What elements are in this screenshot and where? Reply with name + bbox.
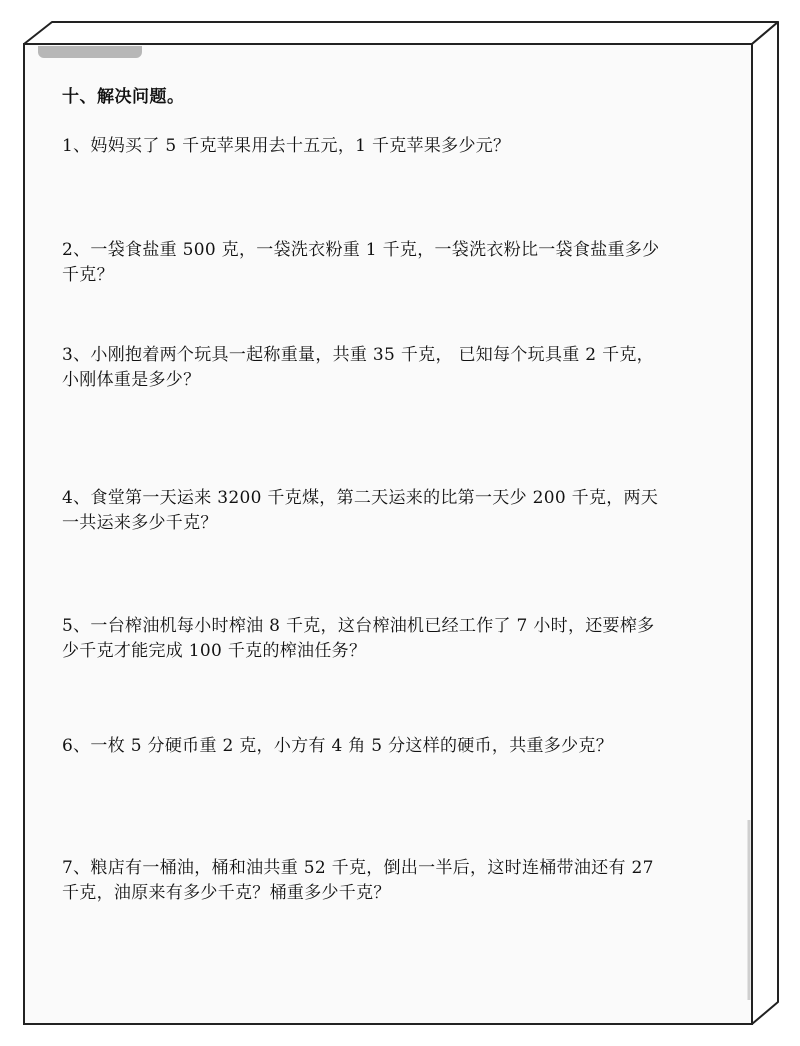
question-5 <box>62 614 722 664</box>
question-2 <box>62 238 722 288</box>
question-line: 小刚体重是多少？ <box>62 370 201 390</box>
question-1 <box>62 134 722 159</box>
question-line: 千克，油原来有多少千克？桶重多少千克？ <box>62 883 391 903</box>
question-line: 2、一袋食盐重 500 克，一袋洗衣粉重 1 千克，一袋洗衣粉比一袋食盐重多少 <box>62 240 660 260</box>
question-line: 千克？ <box>62 265 114 285</box>
question-line: 3、小刚抱着两个玩具一起称重量，共重 35 千克， 已知每个玩具重 2 千克， <box>62 345 654 365</box>
page-tab <box>38 46 142 58</box>
question-6 <box>62 734 722 759</box>
question-line: 7、粮店有一桶油，桶和油共重 52 千克，倒出一半后，这时连桶带油还有 27 <box>62 858 654 878</box>
section-title: 十、解决问题。 <box>62 87 185 107</box>
question-4 <box>62 486 722 536</box>
question-7 <box>62 856 722 906</box>
question-line: 4、食堂第一天运来 3200 千克煤，第二天运来的比第一天少 200 千克，两天 <box>62 488 659 508</box>
question-line: 1、妈妈买了 5 千克苹果用去十五元，1 千克苹果多少元？ <box>62 136 511 156</box>
question-3 <box>62 343 722 393</box>
book-side-panel <box>752 22 778 1024</box>
question-line: 6、一枚 5 分硬币重 2 克，小方有 4 角 5 分这样的硬币，共重多少克？ <box>62 736 614 756</box>
question-line: 一共运来多少千克？ <box>62 513 218 533</box>
question-line: 5、一台榨油机每小时榨油 8 千克，这台榨油机已经工作了 7 小时，还要榨多 <box>62 616 655 636</box>
book-top-edge <box>24 22 778 44</box>
question-line: 少千克才能完成 100 千克的榨油任务？ <box>62 641 367 661</box>
